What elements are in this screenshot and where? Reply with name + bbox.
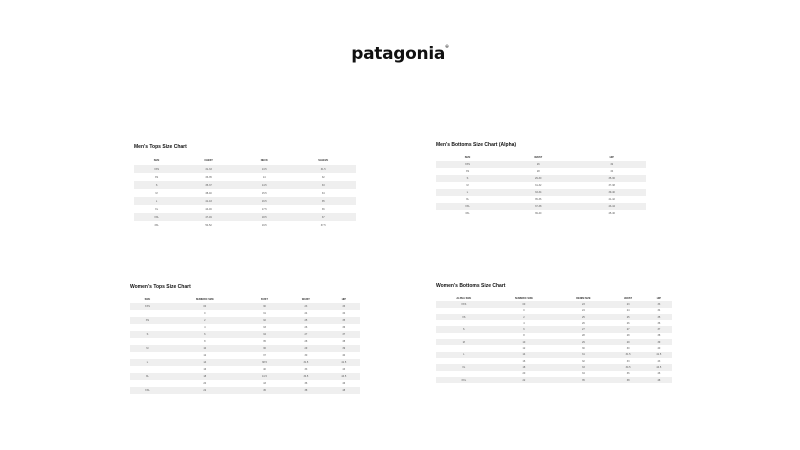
- table-cell: 41-42: [608, 198, 615, 201]
- table-cell: 32: [245, 317, 284, 324]
- column-header: BUST: [261, 298, 268, 301]
- table-cell: 18: [165, 373, 245, 380]
- table-row: [130, 387, 360, 394]
- table-cell: 37-38: [499, 203, 578, 210]
- table-cell: XXL: [436, 377, 492, 383]
- table-cell: 14: [492, 352, 557, 358]
- table-row: [134, 173, 356, 181]
- column-header: SIZE: [464, 156, 471, 159]
- table-cell: L: [436, 352, 492, 358]
- table-cell: 8: [523, 334, 525, 338]
- table-cell: 34: [342, 312, 346, 315]
- chart-title: Women's Bottoms Size Chart: [436, 283, 506, 289]
- chart-title: Women's Tops Size Chart: [130, 284, 191, 290]
- table-cell: 48: [328, 387, 360, 394]
- table-cell: 22: [492, 377, 557, 383]
- table-cell: 27: [610, 326, 645, 332]
- size-table: [134, 156, 356, 229]
- chart-title: Men's Bottoms Size Chart (Alpha): [436, 142, 517, 148]
- table-cell: 6: [492, 326, 557, 332]
- table-cell: 39: [646, 339, 672, 345]
- table-cell: 33: [263, 326, 266, 329]
- table-row: [134, 213, 356, 221]
- table-cell: XXS: [436, 301, 492, 307]
- table-cell: 16: [203, 368, 207, 371]
- table-cell: 27: [556, 326, 610, 332]
- mens-tops-size-chart: [134, 144, 356, 229]
- table-cell: S: [436, 326, 492, 332]
- column-header: HIP: [341, 298, 346, 301]
- table-cell: [130, 338, 165, 345]
- table-cell: 20: [522, 372, 526, 376]
- table-row: [130, 303, 360, 310]
- table-cell: 31.5: [610, 352, 645, 358]
- column-header: ALPHA SIZE: [456, 296, 472, 300]
- column-header: WAIST: [624, 296, 633, 300]
- table-cell: 28: [536, 170, 540, 173]
- table-cell: 37: [328, 331, 360, 338]
- table-cell: 0: [523, 309, 525, 313]
- table-cell: 36: [321, 207, 325, 211]
- table-cell: 29: [610, 339, 645, 345]
- table-cell: 35-37: [179, 181, 238, 189]
- table-cell: 34: [321, 191, 325, 195]
- table-cell: 32: [321, 175, 325, 179]
- table-cell: 16.5: [238, 197, 290, 205]
- table-cell: 23: [610, 301, 645, 307]
- size-table: [436, 154, 646, 217]
- table-cell: 26: [582, 321, 585, 325]
- table-cell: 34: [610, 170, 614, 173]
- table-cell: 35: [263, 340, 266, 343]
- table-cell: 33: [626, 359, 630, 363]
- table-cell: 34: [582, 372, 585, 376]
- table-cell: 36: [626, 372, 630, 376]
- table-cell: L: [436, 189, 499, 196]
- table-cell: 44.5: [328, 373, 360, 380]
- table-cell: 39-40: [577, 189, 646, 196]
- table-row: [436, 189, 646, 196]
- table-row: [436, 161, 646, 168]
- table-cell: 37: [646, 326, 672, 332]
- table-row: [130, 345, 360, 352]
- patagonia-logo[interactable]: patagonia®: [351, 44, 449, 64]
- table-cell: 35-36: [535, 198, 542, 201]
- column-header: CHEST: [204, 159, 213, 162]
- table-cell: [130, 324, 165, 331]
- table-cell: 33-35: [205, 175, 212, 179]
- table-cell: 35-36: [577, 175, 646, 182]
- table-cell: XL: [155, 207, 159, 211]
- table-row: [130, 324, 360, 331]
- table-cell: XXL: [130, 387, 165, 394]
- table-cell: 3XL: [465, 212, 470, 215]
- table-cell: 34: [245, 331, 284, 338]
- table-cell: 30: [582, 347, 585, 351]
- table-cell: 23: [284, 303, 327, 310]
- table-row: [436, 168, 646, 175]
- column-header: WAIST: [301, 298, 310, 301]
- table-cell: S: [134, 181, 179, 189]
- table-cell: 15.5: [261, 191, 267, 195]
- table-cell: 36: [342, 326, 346, 329]
- table-cell: 47-49: [179, 213, 238, 221]
- table-cell: 50-52: [205, 223, 212, 227]
- table-cell: 44-46: [205, 207, 212, 211]
- table-cell: 38-40: [205, 191, 212, 195]
- table-row: [130, 317, 360, 324]
- table-cell: 19.5: [261, 223, 267, 227]
- column-header: HIP: [656, 296, 661, 300]
- table-cell: 31.5: [290, 165, 356, 173]
- table-row: [134, 205, 356, 213]
- table-cell: [130, 366, 165, 373]
- table-cell: 31: [556, 352, 610, 358]
- table-row: [134, 197, 356, 205]
- table-row: [436, 203, 646, 210]
- column-header: SIZE: [144, 298, 151, 301]
- table-cell: 44.5: [646, 364, 672, 370]
- table-row: [134, 181, 356, 189]
- table-row: [436, 175, 646, 182]
- table-cell: 14: [262, 175, 266, 179]
- table-cell: XL: [130, 373, 165, 380]
- table-cell: 18.5: [238, 213, 290, 221]
- table-cell: 36: [245, 345, 284, 352]
- table-cell: 27: [284, 331, 327, 338]
- table-cell: 32: [582, 359, 585, 363]
- table-cell: 26: [304, 326, 308, 329]
- table-cell: 34.5: [610, 364, 645, 370]
- womens-bottoms-size-chart: [436, 283, 672, 383]
- table-cell: 25: [556, 314, 610, 320]
- table-cell: 2: [492, 314, 557, 320]
- table-cell: 41-43: [179, 197, 238, 205]
- table-cell: 31: [263, 312, 266, 315]
- table-cell: 31.5: [284, 359, 327, 366]
- table-cell: XS: [465, 170, 470, 173]
- table-cell: 46: [342, 382, 346, 385]
- table-cell: 36: [304, 382, 308, 385]
- table-row: [436, 182, 646, 189]
- table-cell: 12: [522, 347, 526, 351]
- table-cell: 48: [646, 377, 672, 383]
- table-row: [436, 210, 646, 217]
- table-cell: XXS: [130, 303, 165, 310]
- table-cell: [130, 380, 165, 387]
- table-cell: 25: [284, 317, 327, 324]
- table-cell: 22: [165, 387, 245, 394]
- table-cell: 28: [304, 340, 308, 343]
- table-cell: M: [155, 191, 158, 195]
- table-cell: XS: [154, 175, 159, 179]
- table-row: [130, 352, 360, 359]
- table-cell: 14: [165, 359, 245, 366]
- table-cell: 40: [263, 368, 266, 371]
- table-cell: 24: [626, 309, 630, 313]
- table-cell: XXS: [436, 161, 499, 168]
- table-cell: 31-32: [535, 184, 542, 187]
- table-cell: 41.5: [646, 352, 672, 358]
- table-cell: 40: [342, 354, 346, 357]
- table-cell: 00: [165, 303, 245, 310]
- table-cell: 39-40: [535, 212, 542, 215]
- table-cell: XL: [436, 364, 492, 370]
- table-cell: XS: [130, 317, 165, 324]
- table-cell: 20: [203, 382, 207, 385]
- table-row: [134, 189, 356, 197]
- table-cell: 16: [522, 359, 526, 363]
- size-table: [130, 296, 360, 394]
- table-row: [130, 338, 360, 345]
- table-cell: 35: [556, 377, 610, 383]
- table-cell: 41.5: [328, 359, 360, 366]
- table-cell: 10: [165, 345, 245, 352]
- table-cell: 6: [165, 331, 245, 338]
- table-cell: 41.5: [245, 373, 284, 380]
- table-row: [130, 373, 360, 380]
- table-row: [130, 366, 360, 373]
- column-header: SIZE: [153, 159, 160, 162]
- table-cell: 00: [492, 301, 557, 307]
- table-cell: 37-38: [608, 184, 615, 187]
- table-cell: 35: [646, 314, 672, 320]
- table-row: [130, 310, 360, 317]
- table-cell: XS: [436, 314, 492, 320]
- table-cell: 30: [245, 303, 284, 310]
- table-cell: M: [436, 339, 492, 345]
- table-cell: 40: [657, 347, 661, 351]
- table-cell: 37: [263, 354, 266, 357]
- table-cell: 45-46: [608, 212, 615, 215]
- table-cell: 10: [492, 339, 557, 345]
- table-row: [130, 331, 360, 338]
- table-cell: L: [134, 197, 179, 205]
- table-cell: 43: [263, 382, 266, 385]
- table-cell: [130, 310, 165, 317]
- table-header-row: [436, 154, 646, 161]
- table-cell: 26: [499, 161, 578, 168]
- table-cell: [130, 352, 165, 359]
- table-cell: 38: [610, 377, 645, 383]
- table-cell: L: [130, 359, 165, 366]
- womens-tops-size-chart: [130, 284, 360, 394]
- table-cell: 4: [204, 326, 206, 329]
- table-cell: 46: [657, 372, 661, 376]
- table-header-row: [134, 156, 356, 165]
- table-cell: 17.5: [261, 207, 267, 211]
- table-cell: 35: [328, 317, 360, 324]
- table-cell: 43-44: [577, 203, 646, 210]
- table-cell: 29-30: [499, 175, 578, 182]
- table-cell: 24: [304, 312, 308, 315]
- table-row: [436, 377, 672, 383]
- table-cell: S: [130, 331, 165, 338]
- chart-title: Men's Tops Size Chart: [134, 144, 187, 150]
- table-cell: 39: [328, 345, 360, 352]
- table-cell: M: [466, 184, 469, 187]
- table-cell: 33: [328, 303, 360, 310]
- table-cell: 38: [284, 387, 327, 394]
- table-row: [130, 359, 360, 366]
- table-cell: XXL: [436, 203, 499, 210]
- table-row: [134, 221, 356, 229]
- table-cell: 38: [657, 334, 661, 338]
- column-header: WAIST: [534, 156, 543, 159]
- table-cell: 33: [556, 364, 610, 370]
- table-cell: 43: [342, 368, 346, 371]
- mens-bottoms-size-chart: [436, 142, 646, 217]
- table-cell: 33: [290, 181, 356, 189]
- table-row: [436, 196, 646, 203]
- table-cell: 2: [165, 317, 245, 324]
- table-cell: 18: [492, 364, 557, 370]
- logo-wordmark: patagonia: [351, 44, 446, 64]
- table-row: [134, 165, 356, 173]
- table-cell: 26: [626, 321, 630, 325]
- column-header: DENIM SIZE: [576, 296, 591, 300]
- table-cell: 37: [290, 213, 356, 221]
- size-table: [436, 295, 672, 383]
- table-cell: 8: [204, 340, 206, 343]
- table-cell: 3XL: [154, 223, 159, 227]
- table-cell: 38: [342, 340, 346, 343]
- table-cell: M: [130, 345, 165, 352]
- table-cell: 34.5: [284, 373, 327, 380]
- table-row: [130, 380, 360, 387]
- table-cell: 28: [626, 334, 630, 338]
- table-cell: 43: [657, 359, 661, 363]
- table-cell: XL: [465, 198, 470, 201]
- table-cell: 30: [626, 347, 630, 351]
- column-header: NUMERIC SIZE: [514, 296, 533, 300]
- table-cell: 35: [290, 197, 356, 205]
- table-cell: 30: [304, 354, 308, 357]
- column-header: NUMERIC SIZE: [195, 298, 214, 301]
- column-header: SLEEVE: [318, 159, 329, 162]
- table-cell: 4: [523, 321, 525, 325]
- table-cell: 24: [582, 309, 585, 313]
- table-cell: 32: [577, 161, 646, 168]
- table-cell: 37.5: [320, 223, 326, 227]
- table-cell: 33: [646, 301, 672, 307]
- table-cell: 29: [284, 345, 327, 352]
- column-header: HIP: [609, 156, 614, 159]
- table-cell: 31-33: [179, 165, 238, 173]
- table-cell: 36: [657, 321, 661, 325]
- table-header-row: [130, 296, 360, 303]
- table-cell: 34: [657, 309, 661, 313]
- table-cell: 12: [203, 354, 207, 357]
- table-cell: XXS: [134, 165, 179, 173]
- table-cell: 29: [556, 339, 610, 345]
- table-cell: 13.5: [238, 165, 290, 173]
- table-cell: 33-34: [499, 189, 578, 196]
- table-cell: 38.5: [245, 359, 284, 366]
- table-cell: 45: [245, 387, 284, 394]
- table-cell: S: [436, 175, 499, 182]
- table-cell: 25: [610, 314, 645, 320]
- table-cell: 28: [582, 334, 585, 338]
- table-cell: XXL: [134, 213, 179, 221]
- table-cell: 33: [304, 368, 308, 371]
- table-cell: 14.5: [238, 181, 290, 189]
- table-cell: 0: [204, 312, 206, 315]
- column-header: NECK: [260, 159, 268, 162]
- table-cell: 23: [556, 301, 610, 307]
